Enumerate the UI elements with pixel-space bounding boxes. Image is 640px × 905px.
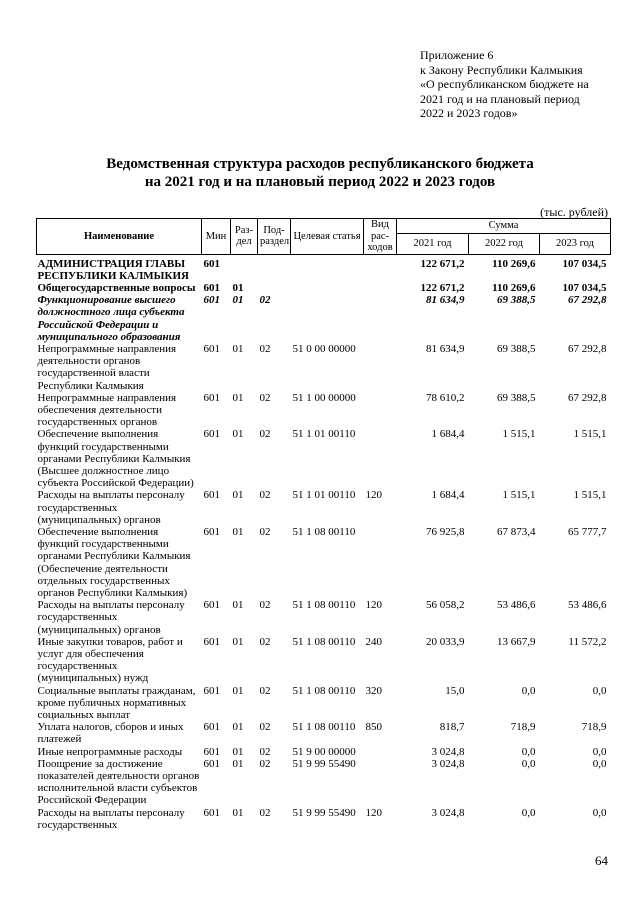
- cell-2021: 56 058,2: [426, 599, 465, 612]
- cell-target: 51 1 01 00110: [292, 428, 356, 441]
- cell-2021: 78 610,2: [426, 391, 465, 404]
- cell-vid: [364, 746, 397, 758]
- cell-vid: 120: [365, 489, 382, 502]
- cell-name: Иные непрограммные расходы: [37, 745, 183, 758]
- cell-name: Обеспечение выполнения функций государственными органами Республики Калмыкия (Обеспечение деятельности отдельных государственных органов Республики Калмыкия): [37, 525, 191, 599]
- table-row: [37, 489, 611, 526]
- cell-podrazdel: 02: [259, 391, 271, 404]
- cell-2023: 1 515,1: [573, 489, 607, 502]
- cell-2023: 11 572,2: [568, 635, 607, 648]
- header-vid: Вид рас-ходов: [364, 219, 397, 255]
- table-row: [37, 428, 611, 489]
- cell-podrazdel: 02: [259, 745, 271, 758]
- cell-vid: [364, 294, 397, 343]
- cell-podrazdel: 02: [259, 806, 271, 819]
- cell-min: 601: [203, 342, 220, 355]
- cell-2021: 3 024,8: [431, 757, 465, 770]
- cell-2023: 1 515,1: [573, 428, 607, 441]
- cell-razdel: 01: [232, 757, 244, 770]
- cell-target: 51 1 00 00000: [292, 391, 356, 404]
- cell-2022: 718,9: [510, 721, 536, 734]
- cell-2023: 0,0: [592, 757, 607, 770]
- cell-vid: [364, 428, 397, 489]
- cell-2021: 1 684,4: [431, 428, 465, 441]
- appendix-line: Приложение 6: [420, 48, 494, 62]
- header-min: Мин: [202, 219, 231, 255]
- appendix-line: 2022 и 2023 годов»: [420, 106, 518, 120]
- cell-2021: 3 024,8: [431, 745, 465, 758]
- page-number: 64: [595, 853, 608, 868]
- cell-vid: 320: [365, 684, 382, 697]
- table-row: [37, 636, 611, 685]
- cell-target: 51 1 08 00110: [292, 635, 356, 648]
- cell-target: 51 1 08 00110: [292, 684, 356, 697]
- cell-podrazdel: 02: [259, 721, 271, 734]
- cell-2023: 0,0: [592, 745, 607, 758]
- cell-min: 601: [203, 489, 220, 502]
- cell-2022: 1 515,1: [502, 489, 536, 502]
- cell-vid: [364, 254, 397, 282]
- cell-2021: 81 634,9: [426, 342, 465, 355]
- cell-min: 601: [203, 525, 220, 538]
- cell-vid: 120: [365, 806, 382, 819]
- header-2021: 2021 год: [397, 233, 469, 254]
- cell-2022: 69 388,5: [497, 391, 536, 404]
- cell-razdel: 01: [232, 342, 244, 355]
- cell-razdel: 01: [232, 525, 244, 538]
- table-body: [37, 254, 611, 831]
- cell-2021: 1 684,4: [431, 489, 465, 502]
- cell-2022: 67 873,4: [497, 525, 536, 538]
- header-2022: 2022 год: [469, 233, 540, 254]
- cell-target: 51 0 00 00000: [292, 342, 356, 355]
- cell-podrazdel: [258, 282, 291, 294]
- cell-razdel: 01: [232, 294, 244, 307]
- cell-target: [291, 254, 364, 282]
- cell-vid: [364, 526, 397, 599]
- header-sum: Сумма: [397, 219, 611, 234]
- cell-vid: 120: [365, 599, 382, 612]
- cell-name: Общегосударственные вопросы: [37, 281, 196, 294]
- cell-target: 51 1 08 00110: [292, 721, 356, 734]
- cell-razdel: 01: [232, 745, 244, 758]
- cell-vid: [364, 282, 397, 294]
- cell-podrazdel: 02: [259, 525, 271, 538]
- cell-razdel: 01: [232, 599, 244, 612]
- cell-2022: 110 269,6: [492, 281, 536, 294]
- header-podrazdel: Под-раздел: [258, 219, 291, 255]
- cell-razdel: 01: [232, 721, 244, 734]
- cell-razdel: 01: [232, 684, 244, 697]
- cell-podrazdel: 02: [259, 294, 271, 307]
- cell-2021: 15,0: [445, 684, 465, 697]
- cell-name: Социальные выплаты гражданам, кроме публичных нормативных социальных выплат: [37, 684, 196, 722]
- cell-2021: 81 634,9: [426, 294, 465, 307]
- cell-2023: 65 777,7: [568, 525, 607, 538]
- cell-2021: 818,7: [439, 721, 465, 734]
- cell-2021: 3 024,8: [431, 806, 465, 819]
- title-line-1: Ведомственная структура расходов республиканского бюджета: [106, 156, 534, 172]
- cell-min: 601: [203, 294, 220, 307]
- cell-2021: 76 925,8: [426, 525, 465, 538]
- cell-2022: 0,0: [521, 745, 536, 758]
- expenditure-table: [36, 218, 611, 831]
- cell-2023: 67 292,8: [568, 342, 607, 355]
- table-row: [37, 526, 611, 599]
- cell-2023: 67 292,8: [568, 294, 607, 307]
- cell-2022: 1 515,1: [502, 428, 536, 441]
- table-row: [37, 721, 611, 745]
- cell-target: 51 9 99 55490: [292, 757, 356, 770]
- cell-podrazdel: 02: [259, 342, 271, 355]
- title-line-2: на 2021 год и на плановый период 2022 и 2023 годов: [144, 174, 496, 190]
- cell-podrazdel: 02: [259, 428, 271, 441]
- cell-2022: 0,0: [521, 806, 536, 819]
- cell-name: Функционирование высшего должностного лица субъекта Российской Федерации и муниципального образования: [37, 294, 185, 343]
- cell-target: 51 1 01 00110: [292, 489, 356, 502]
- cell-target: [291, 282, 364, 294]
- cell-razdel: [231, 254, 258, 282]
- cell-vid: [364, 343, 397, 392]
- cell-razdel: 01: [232, 635, 244, 648]
- table-row: [37, 254, 611, 282]
- appendix-line: к Закону Республики Калмыкия: [420, 62, 583, 77]
- cell-name: Расходы на выплаты персоналу государственных: [37, 806, 185, 831]
- cell-2022: 69 388,5: [497, 342, 536, 355]
- cell-min: 601: [203, 721, 220, 734]
- cell-min: 601: [203, 745, 220, 758]
- cell-2023: 53 486,6: [568, 599, 607, 612]
- cell-podrazdel: 02: [259, 635, 271, 648]
- cell-min: 601: [203, 599, 220, 612]
- cell-razdel: 01: [232, 489, 244, 502]
- cell-vid: 240: [365, 635, 382, 648]
- header-2023: 2023 год: [540, 233, 611, 254]
- cell-2022: 69 388,5: [497, 294, 536, 307]
- cell-min: 601: [203, 391, 220, 404]
- cell-2022: 110 269,6: [492, 257, 536, 270]
- header-name: Наименование: [37, 219, 202, 255]
- cell-name: Расходы на выплаты персоналу государственных (муниципальных) органов: [37, 489, 185, 526]
- cell-podrazdel: 02: [259, 757, 271, 770]
- cell-target: 51 1 08 00110: [292, 525, 356, 538]
- cell-2022: 13 667,9: [497, 635, 536, 648]
- cell-razdel: 01: [232, 806, 244, 819]
- cell-min: 601: [203, 428, 220, 441]
- cell-razdel: 01: [232, 391, 244, 404]
- cell-2021: 20 033,9: [426, 635, 465, 648]
- table-row: [37, 807, 611, 831]
- cell-2023: 0,0: [592, 684, 607, 697]
- cell-target: 51 9 99 55490: [292, 806, 356, 819]
- cell-2021: 122 671,2: [420, 281, 465, 294]
- cell-target: 51 9 00 00000: [292, 745, 356, 758]
- appendix-line: 2021 год и на плановый период: [420, 91, 580, 106]
- cell-2021: 122 671,2: [420, 257, 465, 270]
- cell-name: Непрограммные направления обеспечения деятельности государственных органов: [37, 391, 177, 429]
- cell-min: 601: [203, 257, 220, 270]
- cell-2023: 67 292,8: [568, 391, 607, 404]
- cell-target: 51 1 08 00110: [292, 599, 356, 612]
- cell-name: Обеспечение выполнения функций государственными органами Республики Калмыкия (Высшее должностное лицо субъекта Российской Федерации): [37, 428, 194, 490]
- cell-razdel: 01: [232, 428, 244, 441]
- cell-podrazdel: 02: [259, 489, 271, 502]
- appendix-note: [420, 48, 620, 121]
- table-row: [37, 599, 611, 636]
- cell-min: 601: [203, 806, 220, 819]
- cell-vid: 850: [365, 721, 382, 734]
- units-label: (тыс. рублей): [540, 205, 608, 219]
- table-row: [37, 685, 611, 722]
- table-row: [37, 343, 611, 392]
- cell-vid: [364, 392, 397, 429]
- header-target: Целевая статья: [291, 219, 364, 255]
- table-row: [37, 758, 611, 807]
- cell-name: Поощрение за достижение показателей деятельности органов исполнительной власти субъектов Российской Федерации: [37, 757, 200, 807]
- cell-min: 601: [203, 635, 220, 648]
- cell-name: Уплата налогов, сборов и иных платежей: [37, 721, 184, 746]
- cell-razdel: 01: [232, 281, 244, 294]
- table-row: [37, 282, 611, 294]
- cell-2023: 0,0: [592, 806, 607, 819]
- table-row: [37, 746, 611, 758]
- cell-2023: 718,9: [581, 721, 607, 734]
- cell-name: Иные закупки товаров, работ и услуг для обеспечения государственных (муниципальных) нужд: [37, 635, 183, 685]
- cell-min: 601: [203, 281, 220, 294]
- cell-2022: 0,0: [521, 684, 536, 697]
- header-razdel: Раз-дел: [231, 219, 258, 255]
- cell-2023: 107 034,5: [562, 281, 607, 294]
- cell-podrazdel: 02: [259, 599, 271, 612]
- cell-podrazdel: 02: [259, 684, 271, 697]
- cell-target: [291, 294, 364, 343]
- cell-name: Расходы на выплаты персоналу государственных (муниципальных) органов: [37, 599, 185, 636]
- cell-podrazdel: [258, 254, 291, 282]
- cell-min: 601: [203, 757, 220, 770]
- cell-2022: 0,0: [521, 757, 536, 770]
- cell-name: Непрограммные направления деятельности органов государственной власти Республики Калмыкия: [37, 342, 177, 392]
- cell-2022: 53 486,6: [497, 599, 536, 612]
- cell-vid: [364, 758, 397, 807]
- cell-min: 601: [203, 684, 220, 697]
- table-row: [37, 294, 611, 343]
- document-title: [0, 155, 640, 191]
- appendix-line: «О республиканском бюджете на: [420, 77, 589, 91]
- cell-name: АДМИНИСТРАЦИЯ ГЛАВЫ РЕСПУБЛИКИ КАЛМЫКИЯ: [37, 257, 189, 282]
- cell-2023: 107 034,5: [562, 257, 607, 270]
- table-row: [37, 392, 611, 429]
